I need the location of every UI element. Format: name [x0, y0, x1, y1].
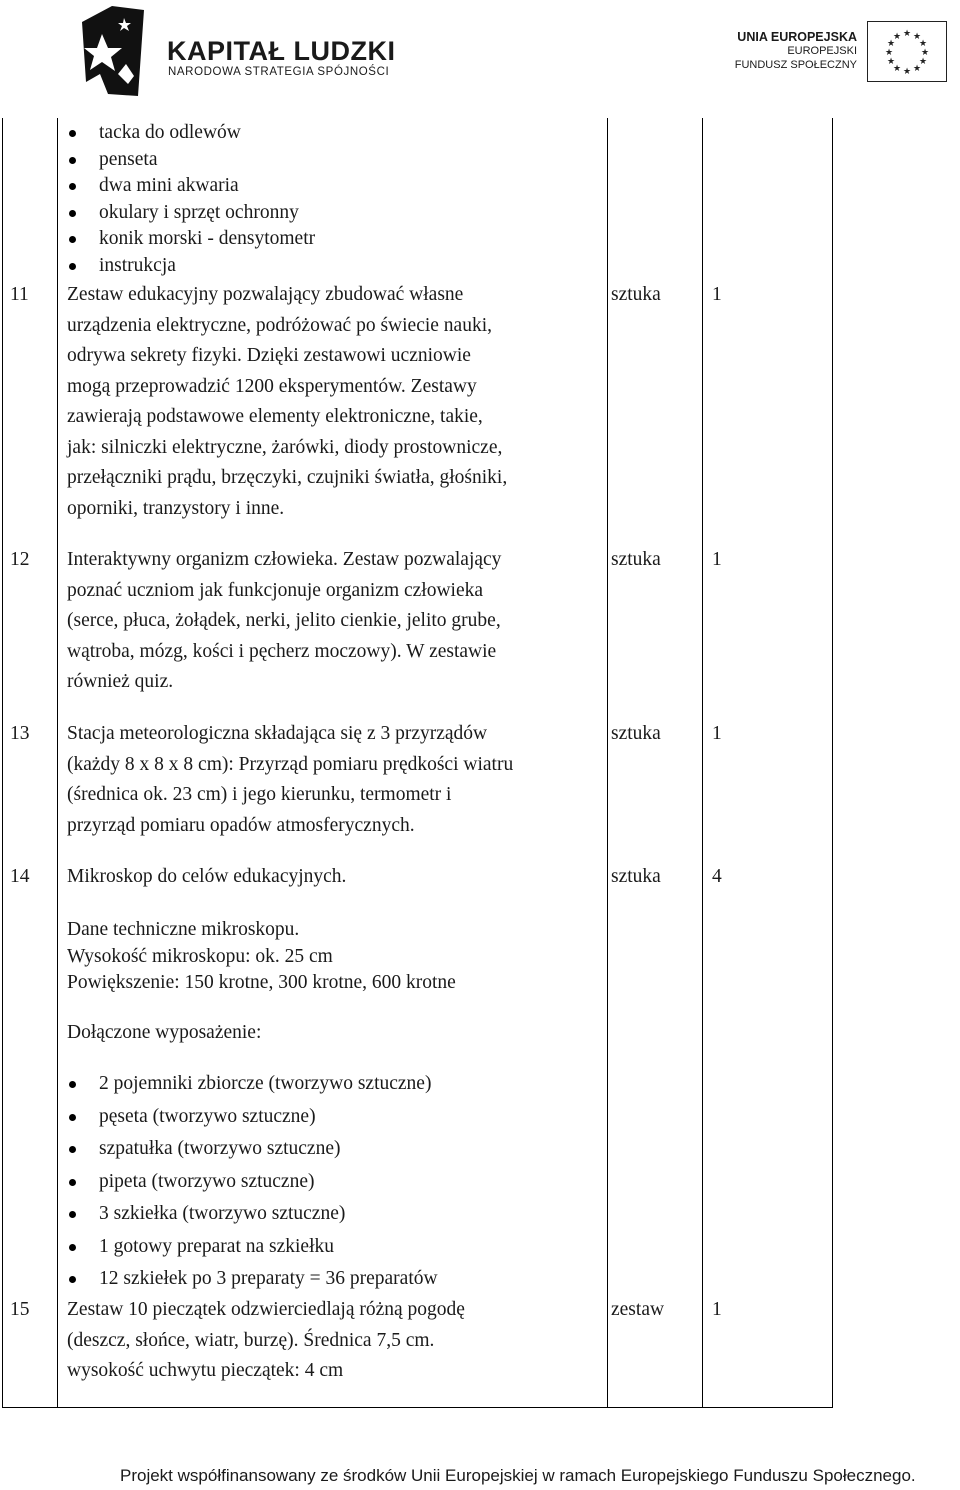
row-15-unit: zestaw	[611, 1299, 665, 1320]
list-item: okulary i sprzęt ochronny	[67, 200, 607, 227]
text-line: Stacja meteorologiczna składająca się z 3 przyrządów	[67, 723, 488, 744]
list-item: pęseta (tworzywo sztuczne)	[67, 1101, 607, 1134]
row-15-qty: 1	[712, 1299, 722, 1320]
kapital-ludzki-title: KAPITAŁ LUDZKI	[167, 36, 396, 66]
row-15-description	[67, 1295, 607, 1387]
row-15-number: 15	[10, 1299, 30, 1320]
text-line: (każdy 8 x 8 x 8 cm): Przyrząd pomiaru prędkości wiatru	[67, 753, 514, 775]
list-item: instrukcja	[67, 253, 607, 280]
list-item: penseta	[67, 147, 607, 174]
list-item: 3 szkiełka (tworzywo sztuczne)	[67, 1198, 607, 1231]
row-12-qty: 1	[712, 549, 722, 570]
text-line: (deszcz, słońce, wiatr, burzę). Średnica 7,5 cm.	[67, 1329, 435, 1351]
list-item: 1 gotowy preparat na szkiełku	[67, 1231, 607, 1264]
eu-fund-label	[735, 30, 857, 72]
row-14-equipment-list	[67, 1068, 607, 1296]
prev-row-bullets	[67, 120, 607, 279]
text-line: (średnica ok. 23 cm) i jego kierunku, termometr i	[67, 784, 452, 805]
row-11-unit: sztuka	[611, 284, 661, 305]
kapital-ludzki-logo-icon	[78, 4, 146, 99]
text-line: przełączniki prądu, brzęczyki, czujniki światła, głośniki,	[67, 467, 508, 488]
table-border-right	[832, 118, 833, 1408]
table-border-left	[2, 118, 3, 1408]
svg-text:★: ★	[892, 64, 902, 74]
row-13-unit: sztuka	[611, 723, 661, 744]
text-line: zawierają podstawowe elementy elektroniczne, takie,	[67, 406, 483, 427]
list-item: dwa mini akwaria	[67, 173, 607, 200]
text-line: wątroba, mózg, kości i pęcherz moczowy). W zestawie	[67, 640, 497, 662]
list-item: 12 szkiełek po 3 preparaty = 36 preparatów	[67, 1263, 607, 1296]
row-13-number: 13	[10, 723, 30, 744]
svg-text:★: ★	[920, 48, 930, 58]
table-divider-desc	[607, 118, 608, 1408]
list-item: 2 pojemniki zbiorcze (tworzywo sztuczne)	[67, 1068, 607, 1101]
row-14-qty: 4	[712, 866, 722, 887]
text-line: mogą przeprowadzić 1200 eksperymentów. Zestawy	[67, 375, 477, 397]
text-line: urządzenia elektryczne, podróżować po świecie nauki,	[67, 314, 493, 336]
table-border-bottom	[2, 1407, 833, 1408]
row-14-number: 14	[10, 866, 30, 887]
text-line: Zestaw edukacyjny pozwalający zbudować własne	[67, 284, 464, 305]
eu-flag-icon	[867, 21, 947, 82]
text-line: Powiększenie: 150 krotne, 300 krotne, 600 krotne	[67, 972, 456, 993]
svg-text:★: ★	[902, 67, 912, 77]
eu-line-3: FUNDUSZ SPOŁECZNY	[734, 59, 857, 71]
row-11-description	[67, 280, 607, 524]
eu-line-2: EUROPEJSKI	[787, 45, 857, 57]
row-11-number: 11	[10, 284, 29, 305]
row-12-description	[67, 545, 607, 698]
row-13-description	[67, 719, 607, 841]
eu-line-1: UNIA EUROPEJSKA	[737, 30, 857, 44]
text-line: przyrząd pomiaru opadów atmosferycznych.	[67, 814, 415, 836]
row-11-qty: 1	[712, 284, 722, 305]
list-item: tacka do odlewów	[67, 120, 607, 147]
svg-text:★: ★	[918, 57, 928, 67]
svg-text:★: ★	[912, 32, 922, 42]
row-12-number: 12	[10, 549, 30, 570]
table-divider-num	[57, 118, 58, 1408]
text-line: Interaktywny organizm człowieka. Zestaw pozwalający	[67, 549, 502, 570]
text-line: Zestaw 10 pieczątek odzwierciedlają różną pogodę	[67, 1299, 465, 1320]
row-13-qty: 1	[712, 723, 722, 744]
row-12-unit: sztuka	[611, 549, 661, 570]
svg-text:★: ★	[902, 29, 912, 39]
text-line: odrywa sekrety fizyki. Dzięki zestawowi uczniowie	[67, 345, 471, 366]
text-line: również quiz.	[67, 671, 174, 692]
text-line: Dane techniczne mikroskopu.	[67, 919, 300, 940]
text-line: (serce, płuca, żołądek, nerki, jelito cienkie, jelito grube,	[67, 610, 501, 631]
text-line: jak: silniczki elektryczne, żarówki, diody prostownicze,	[67, 436, 503, 458]
list-item: konik morski - densytometr	[67, 226, 607, 253]
svg-text:★: ★	[884, 48, 894, 58]
list-item: pipeta (tworzywo sztuczne)	[67, 1166, 607, 1199]
row-14-equipment-label: Dołączone wyposażenie:	[67, 1022, 262, 1043]
svg-text:★: ★	[918, 39, 928, 49]
page-footer: Projekt współfinansowany ze środków Unii Europejskiej w ramach Europejskiego Funduszu Społecznego.	[120, 1466, 916, 1485]
table-divider-unit	[702, 118, 703, 1408]
kapital-ludzki-subtitle: NARODOWA STRATEGIA SPÓJNOŚCI	[168, 66, 390, 78]
svg-text:★: ★	[912, 64, 922, 74]
svg-text:★: ★	[892, 32, 902, 42]
text-line: wysokość uchwytu pieczątek: 4 cm	[67, 1360, 344, 1381]
page-header	[0, 0, 960, 110]
row-14-title: Mikroskop do celów edukacyjnych.	[67, 866, 347, 887]
text-line: oporniki, tranzystory i inne.	[67, 497, 285, 519]
list-item: szpatułka (tworzywo sztuczne)	[67, 1133, 607, 1166]
row-14-unit: sztuka	[611, 866, 661, 887]
svg-text:★: ★	[886, 39, 896, 49]
text-line: Wysokość mikroskopu: ok. 25 cm	[67, 945, 333, 967]
row-14-specs	[67, 917, 607, 997]
text-line: poznać uczniom jak funkcjonuje organizm człowieka	[67, 579, 484, 601]
svg-text:★: ★	[886, 57, 896, 67]
